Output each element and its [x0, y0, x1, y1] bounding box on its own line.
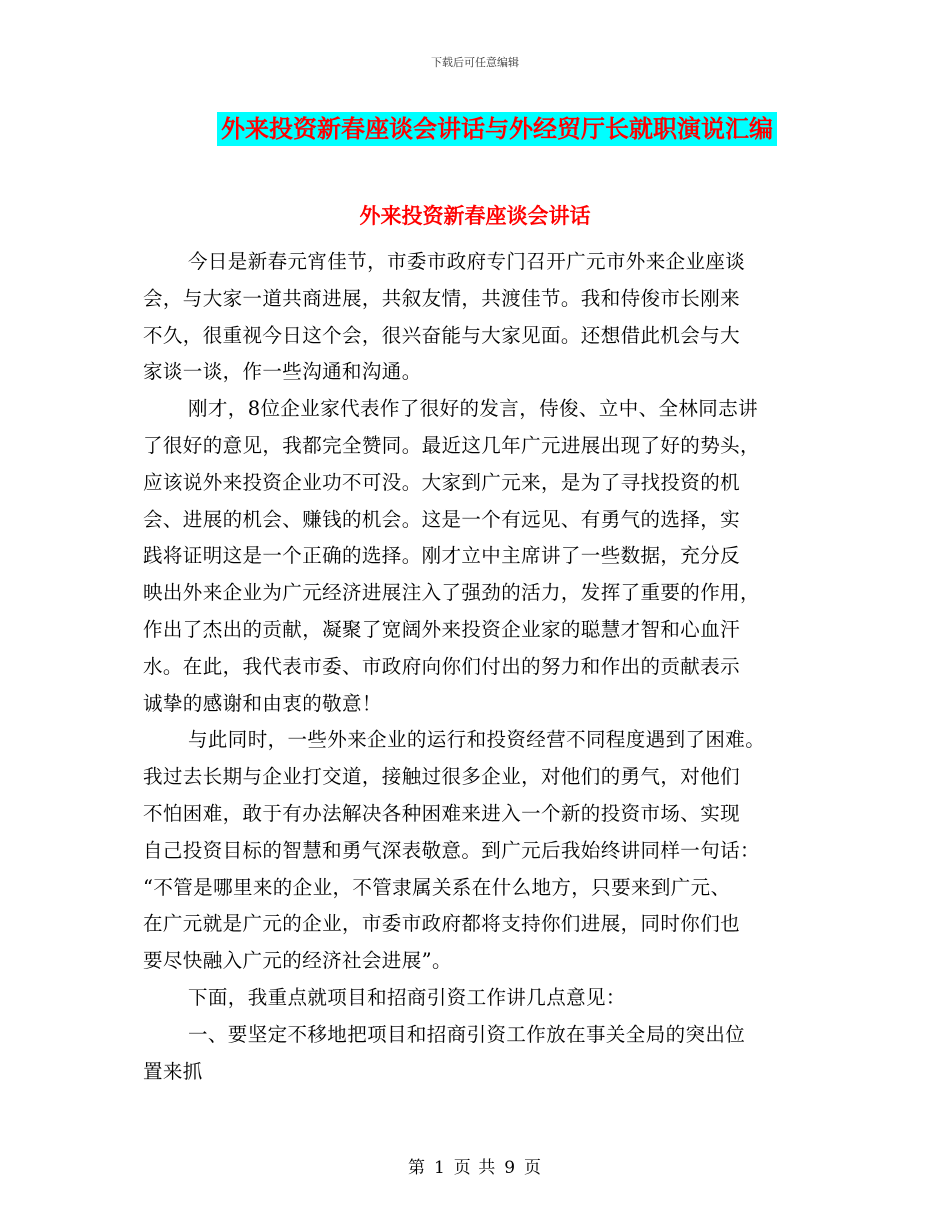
paragraph-line: 要尽快融入广元的经济社会进展”。: [143, 949, 452, 973]
paragraph: [143, 722, 811, 980]
page-footer: [0, 1153, 950, 1178]
paragraph: [143, 1017, 811, 1091]
paragraph-line: 与此同时，一些外来企业的运行和投资经营不同程度遇到了困难。: [188, 728, 766, 752]
paragraph-line: 践将证明这是一个正确的选择。刚才立中主席讲了一些数据，充分反: [143, 544, 741, 568]
paragraph-line: 置来抓: [143, 1059, 203, 1083]
paragraph-line: 作出了杰出的贡献，凝聚了宽阔外来投资企业家的聪慧才智和心血汗: [143, 617, 741, 641]
paragraph-line: 刚才，8位企业家代表作了很好的发言，侍俊、立中、全林同志讲: [188, 397, 759, 421]
paragraph-line: 今日是新春元宵佳节，市委市政府专门召开广元市外来企业座谈: [188, 250, 746, 273]
paragraph-line: 不怕困难，敢于有办法解决各种困难来进入一个新的投资市场、实现: [143, 801, 741, 825]
paragraph-line: 家谈一谈，作一些沟通和沟通。: [143, 360, 422, 384]
footer-page-number: 1: [433, 1158, 446, 1178]
section-title: 外来投资新春座谈会讲话: [359, 203, 591, 228]
paragraph-line: “不管是哪里来的企业，不管隶属关系在什么地方，只要来到广元、: [143, 875, 731, 899]
paragraph-line: 会，与大家一道共商进展，共叙友情，共渡佳节。我和侍俊市长刚来: [143, 286, 741, 310]
footer-middle: 页 共: [453, 1158, 497, 1178]
paragraph-line: 了很好的意见，我都完全赞同。最近这几年广元进展出现了好的势头，: [143, 433, 760, 457]
paragraph: [143, 391, 811, 722]
paragraph: [143, 244, 811, 391]
header-note: 下载后可任意编辑: [431, 56, 519, 69]
paragraph-line: 会、进展的机会、赚钱的机会。这是一个有远见、有勇气的选择，实: [143, 507, 741, 531]
paragraph-line: 水。在此，我代表市委、市政府向你们付出的努力和作出的贡献表示: [143, 654, 741, 678]
paragraph: [143, 980, 811, 1017]
paragraph-line: 映出外来企业为广元经济进展注入了强劲的活力，发挥了重要的作用，: [143, 581, 760, 605]
document-body: [143, 244, 811, 1090]
paragraph-line: 在广元就是广元的企业，市委市政府都将支持你们进展，同时你们也: [143, 912, 741, 936]
paragraph-line: 不久，很重视今日这个会，很兴奋能与大家见面。还想借此机会与大: [143, 323, 741, 347]
footer-prefix: 第: [407, 1158, 426, 1178]
document-title: 外来投资新春座谈会讲话与外经贸厅长就职演说汇编: [217, 112, 777, 146]
document-title-container: [0, 112, 950, 146]
paragraph-line: 诚挚的感谢和由衷的敬意！: [143, 691, 382, 715]
footer-suffix: 页: [524, 1158, 543, 1178]
paragraph-line: 应该说外来投资企业功不可没。大家到广元来，是为了寻找投资的机: [143, 470, 741, 494]
paragraph-line: 下面，我重点就项目和招商引资工作讲几点意见：: [188, 985, 626, 1009]
paragraph-line: 一、要坚定不移地把项目和招商引资工作放在事关全局的突出位: [188, 1022, 746, 1046]
paragraph-line: 我过去长期与企业打交道，接触过很多企业，对他们的勇气，对他们: [143, 765, 741, 789]
paragraph-line: 自己投资目标的智慧和勇气深表敬意。到广元后我始终讲同样一句话：: [143, 838, 760, 862]
footer-total-pages: 9: [504, 1158, 517, 1178]
